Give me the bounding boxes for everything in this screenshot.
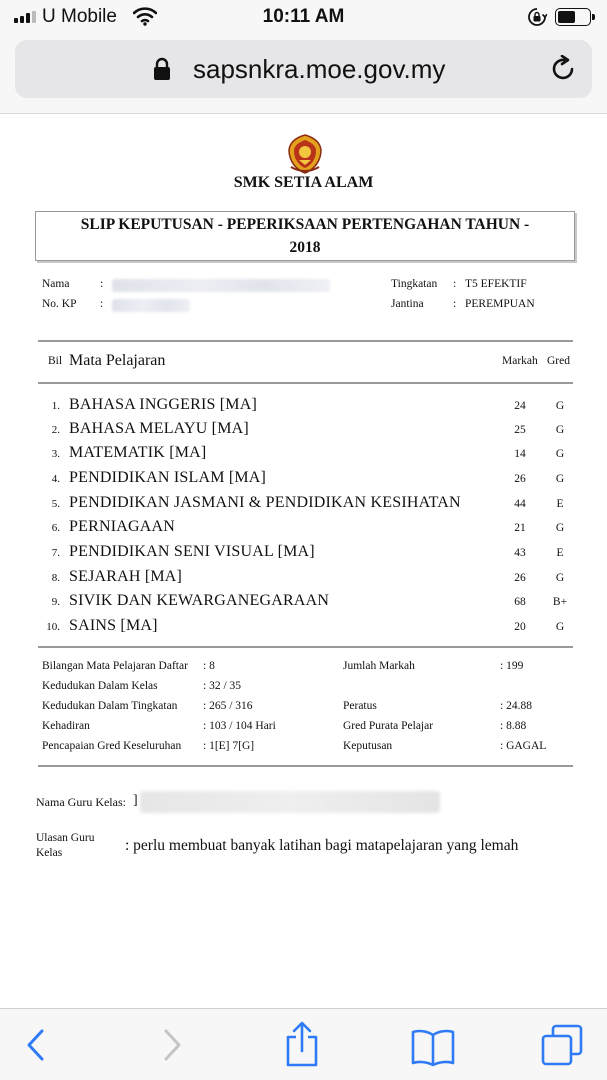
subject-name: BAHASA MELAYU [MA] <box>69 420 249 437</box>
subject-mark: 25 <box>514 424 526 436</box>
subject-grade: G <box>555 473 565 485</box>
divider <box>38 646 573 648</box>
browser-toolbar <box>0 1008 607 1080</box>
kehadiran-label: Kehadiran <box>42 720 90 732</box>
subject-name: BAHASA INGGERIS [MA] <box>69 396 258 413</box>
ulasan-label-line-2: Kelas <box>36 847 63 859</box>
divider <box>38 382 573 384</box>
clock: 10:11 AM <box>262 6 345 27</box>
subject-number: 2. <box>51 424 60 436</box>
lock-icon <box>152 57 172 86</box>
subject-number: 5. <box>51 498 60 510</box>
carrier-name: U Mobile <box>42 6 117 27</box>
col-grade: Gred <box>547 355 570 367</box>
subject-name: SAINS [MA] <box>69 617 158 634</box>
jantina-value: PEREMPUAN <box>465 298 535 310</box>
jumlah-value: : 199 <box>500 660 524 672</box>
browser-address-area <box>0 34 607 114</box>
subject-number: 9. <box>51 596 60 608</box>
share-icon[interactable] <box>284 1021 320 1072</box>
school-crest-icon <box>285 134 325 174</box>
subject-mark: 21 <box>514 522 526 534</box>
jantina-colon: : <box>453 298 457 310</box>
subject-mark: 43 <box>514 547 526 559</box>
subject-grade: G <box>555 448 565 460</box>
subject-grade: G <box>555 522 565 534</box>
slip-title-line-2: 2018 <box>289 239 321 256</box>
school-name: SMK SETIA ALAM <box>233 174 374 191</box>
subject-mark: 44 <box>514 498 526 510</box>
ulasan-label-line-1: Ulasan Guru <box>36 832 95 844</box>
subject-name: SIVIK DAN KEWARGANEGARAAN <box>69 592 330 609</box>
nokp-colon: : <box>100 298 104 310</box>
kelas-value: : 32 / 35 <box>203 680 242 692</box>
tingkatan-rank-label: Kedudukan Dalam Tingkatan <box>42 700 178 712</box>
subject-mark: 26 <box>514 473 526 485</box>
subject-mark: 14 <box>514 448 526 460</box>
kehadiran-value: : 103 / 104 Hari <box>203 720 276 732</box>
orientation-lock-icon <box>527 7 547 32</box>
divider <box>38 340 573 342</box>
url-bar[interactable] <box>15 40 592 98</box>
peratus-label: Peratus <box>343 700 377 712</box>
subject-name: PENDIDIKAN SENI VISUAL [MA] <box>69 543 315 560</box>
subject-grade: E <box>556 547 564 559</box>
nokp-label: No. KP <box>42 298 77 310</box>
bookmarks-icon[interactable] <box>410 1027 456 1072</box>
result-slip <box>0 114 607 1008</box>
gred-purata-label: Gred Purata Pelajar <box>343 720 434 732</box>
peratus-value: : 24.88 <box>500 700 532 712</box>
subject-grade: G <box>555 424 565 436</box>
pencapaian-value: : 1[E] 7[G] <box>203 740 255 752</box>
keputusan-value: : GAGAL <box>500 740 547 752</box>
subject-number: 10. <box>46 621 60 633</box>
subject-mark: 20 <box>514 621 526 633</box>
col-subject: Mata Pelajaran <box>69 352 166 369</box>
gred-purata-value: : 8.88 <box>500 720 527 732</box>
col-bil: Bil <box>48 355 63 367</box>
subject-number: 3. <box>51 448 60 460</box>
jantina-label: Jantina <box>391 298 424 310</box>
subject-number: 8. <box>51 572 60 584</box>
redacted-ic-number <box>112 299 190 312</box>
subject-name: SEJARAH [MA] <box>69 568 183 585</box>
divider <box>38 765 573 767</box>
subject-number: 4. <box>51 473 60 485</box>
tingkatan-label: Tingkatan <box>391 278 438 290</box>
bilangan-label: Bilangan Mata Pelajaran Daftar <box>42 660 188 672</box>
subject-number: 7. <box>51 547 60 559</box>
guru-bracket: ] <box>133 793 138 808</box>
tingkatan-value: T5 EFEKTIF <box>465 278 527 290</box>
url-text[interactable]: sapsnkra.moe.gov.my <box>193 54 446 84</box>
keputusan-label: Keputusan <box>343 740 393 752</box>
redacted-name <box>112 279 330 292</box>
subject-mark: 24 <box>514 400 526 412</box>
ulasan-text: : perlu membuat banyak latihan bagi matapelajaran yang lemah <box>125 837 519 854</box>
subject-grade: B+ <box>552 596 568 608</box>
battery-icon <box>555 8 591 26</box>
subject-name: PENDIDIKAN JASMANI & PENDIDIKAN KESIHATAN <box>69 494 461 511</box>
tingkatan-rank-value: : 265 / 316 <box>203 700 253 712</box>
tabs-icon[interactable] <box>540 1023 584 1072</box>
back-icon[interactable] <box>24 1027 48 1068</box>
subject-name: PERNIAGAAN <box>69 518 175 535</box>
col-mark: Markah <box>502 355 538 367</box>
nama-colon: : <box>100 278 104 290</box>
subject-grade: G <box>555 572 565 584</box>
reload-icon[interactable] <box>550 55 578 90</box>
subject-number: 6. <box>51 522 60 534</box>
subject-name: PENDIDIKAN ISLAM [MA] <box>69 469 267 486</box>
redacted-teacher-name <box>140 791 440 813</box>
subject-number: 1. <box>51 400 60 412</box>
guru-label: Nama Guru Kelas: <box>36 795 126 809</box>
slip-title-line-1: SLIP KEPUTUSAN - PEPERIKSAAN PERTENGAHAN TAHUN - <box>80 216 530 233</box>
nama-label: Nama <box>42 278 70 290</box>
pencapaian-label: Pencapaian Gred Keseluruhan <box>42 740 182 752</box>
subject-grade: E <box>556 498 564 510</box>
tingkatan-colon: : <box>453 278 457 290</box>
subject-mark: 68 <box>514 596 526 608</box>
kelas-label: Kedudukan Dalam Kelas <box>42 680 158 692</box>
subject-grade: G <box>555 400 565 412</box>
jumlah-label: Jumlah Markah <box>343 660 415 672</box>
status-bar <box>0 0 607 34</box>
subject-name: MATEMATIK [MA] <box>69 444 207 461</box>
slip-title <box>35 211 575 261</box>
forward-icon[interactable] <box>160 1027 184 1068</box>
subject-mark: 26 <box>514 572 526 584</box>
subject-grade: G <box>555 621 565 633</box>
bilangan-value: : 8 <box>203 660 215 672</box>
